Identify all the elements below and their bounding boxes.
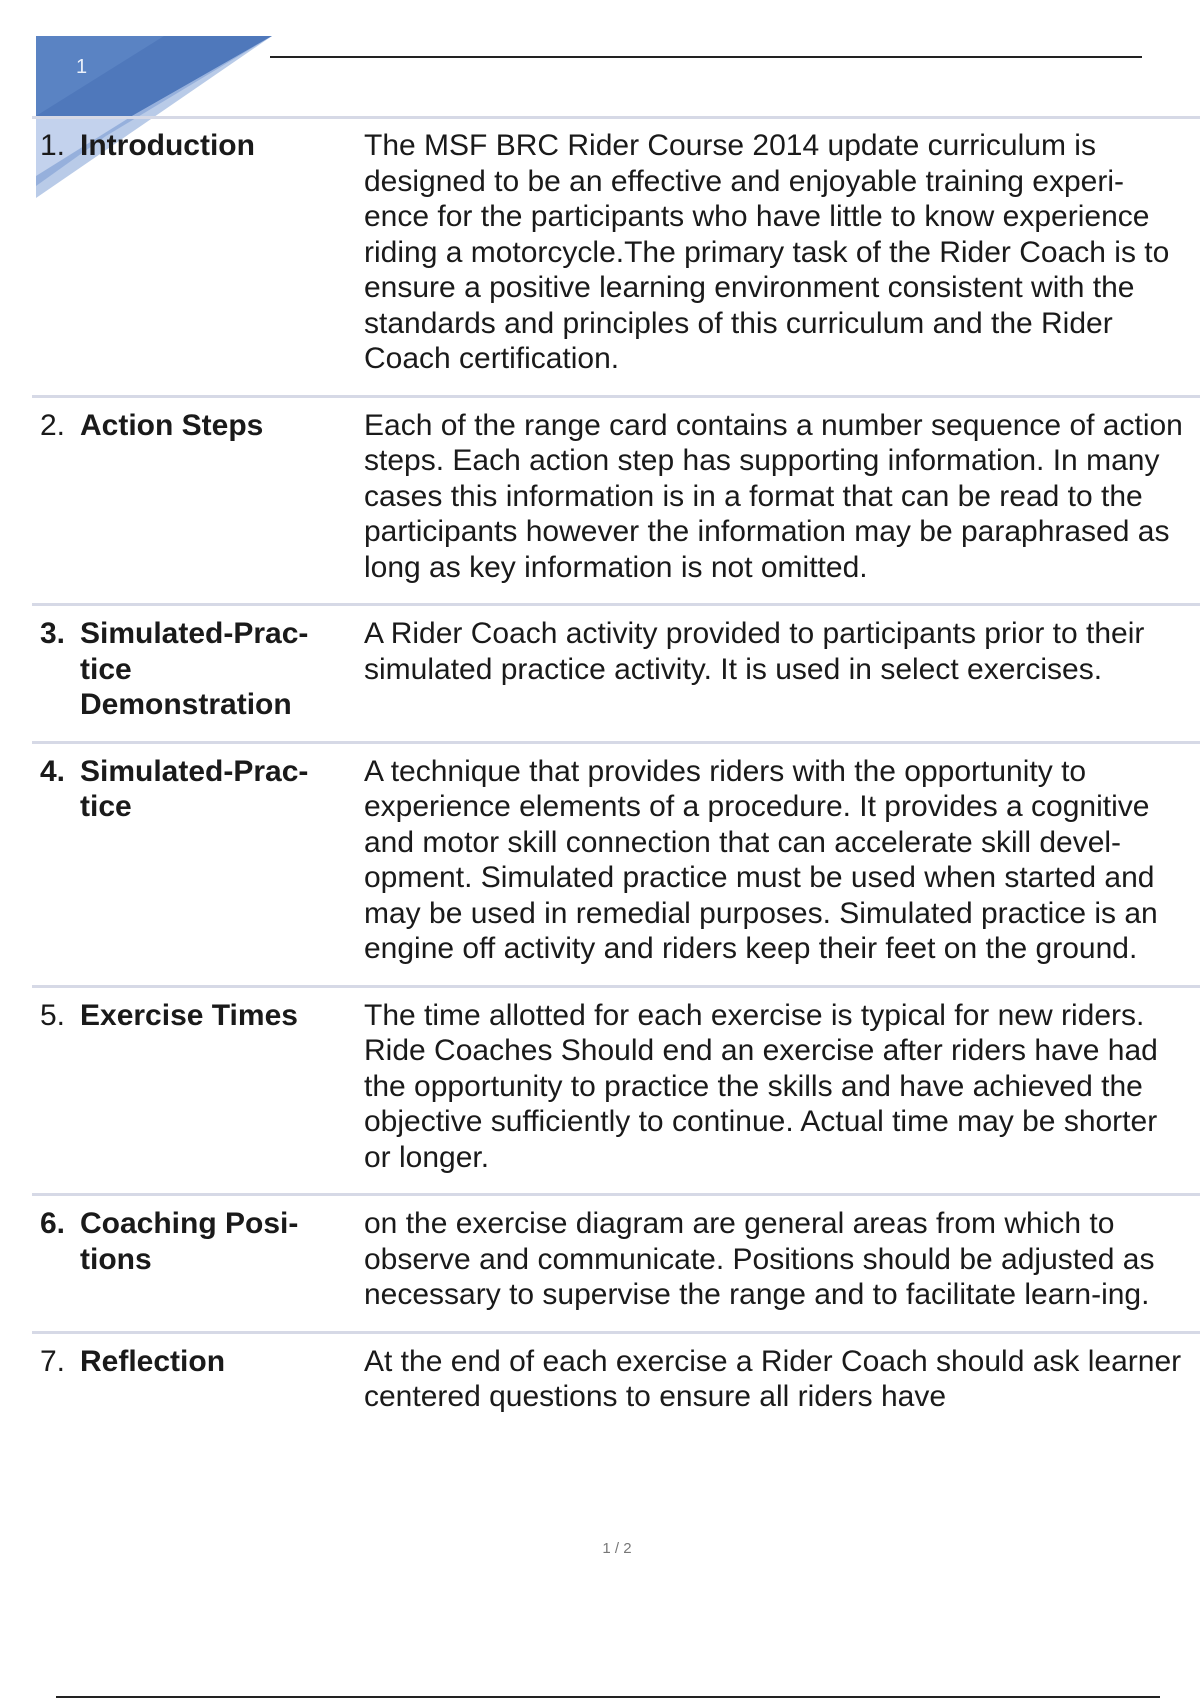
entry-number: 6. — [40, 1207, 66, 1240]
entry-term — [32, 754, 364, 967]
entry-term-label: Exercise Times — [80, 998, 298, 1032]
entry-term-label: Action Steps — [80, 408, 264, 442]
definition-list — [32, 118, 1200, 1433]
entry-term-label: Reflection — [80, 1344, 226, 1378]
entry-definition: A Rider Coach activity provided to participants prior to their simulated practice activity. It is used in select exercises. — [364, 617, 1145, 686]
entry-number: 1. — [40, 129, 66, 162]
entry-number: 3. — [40, 617, 66, 650]
header-rule — [270, 56, 1142, 58]
entry-definition: A technique that provides riders with the opportunity to experience elements of a procedure. It provides a cognitive and motor skill connection that can accelerate skill devel-opment. Simulated practice must be used when started and may be used in remedial purposes. Simulated practice is an engine off activity and riders keep their feet on the ground. — [364, 754, 1158, 965]
entry-number: 2. — [40, 408, 66, 442]
entry-definition: Each of the range card contains a number sequence of action steps. Each action step has supporting information. In many cases this information is in a format that can be read to the participants however the information may be paraphrased as long as key information is not omitted. — [364, 408, 1183, 584]
entry-action-steps — [32, 398, 1200, 607]
entry-definition: At the end of each exercise a Rider Coach should ask learner centered questions to ensure all riders have — [364, 1344, 1182, 1413]
entry-term — [32, 1206, 364, 1313]
entry-number: 4. — [40, 754, 66, 788]
entry-coaching-positions — [32, 1196, 1200, 1334]
entry-simulated-practice — [32, 744, 1200, 988]
entry-simulated-practice-demonstration — [32, 606, 1200, 744]
entry-term — [32, 408, 364, 586]
entry-term — [32, 998, 364, 1176]
entry-number: 7. — [40, 1344, 66, 1378]
page-badge: 1 — [76, 56, 88, 78]
entry-term-label: Introduction — [80, 129, 255, 162]
page-indicator: 1 / 2 — [602, 1540, 632, 1557]
entry-reflection — [32, 1334, 1200, 1433]
entry-definition: on the exercise diagram are general areas from which to observe and communicate. Positions should be adjusted as necessary to supervise the range and to facilitate learn-ing. — [364, 1207, 1155, 1311]
entry-term — [32, 616, 364, 723]
footer-rule — [56, 1696, 1160, 1698]
entry-exercise-times — [32, 988, 1200, 1197]
entry-term-label: Coaching Posi-tions — [80, 1207, 299, 1276]
entry-term-label: Simulated-Prac-tice — [80, 754, 309, 823]
entry-term — [32, 1344, 364, 1415]
entry-definition: The MSF BRC Rider Course 2014 update curriculum is designed to be an effective and enjoyable training experi-ence for the participants who have little to know experience riding a motorcycle.The primary task of the Rider Coach is to ensure a positive learning environment consistent with the standards and principles of this curriculum and the Rider Coach certification. — [364, 129, 1170, 375]
entry-term-label: Simulated-Prac-tice Demonstration — [80, 617, 309, 721]
entry-number: 5. — [40, 998, 66, 1032]
entry-term — [32, 128, 364, 377]
entry-introduction — [32, 118, 1200, 398]
entry-definition: The time allotted for each exercise is typical for new riders. Ride Coaches Should end an exercise after riders have had the opportunity to practice the skills and have achieved the objective sufficiently to continue. Actual time may be shorter or longer. — [364, 998, 1158, 1174]
